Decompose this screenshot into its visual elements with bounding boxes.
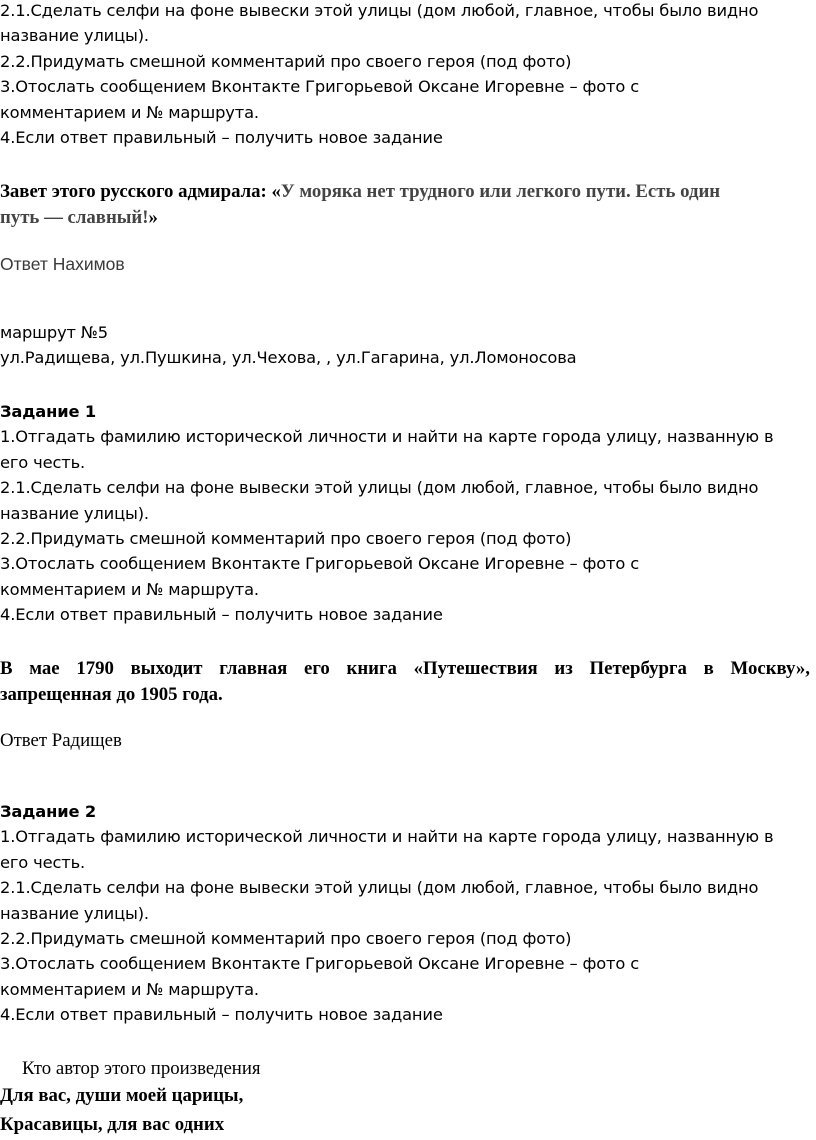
- route-streets: ул.Радищева, ул.Пушкина, ул.Чехова, , ул.Гагарина, ул.Ломоносова: [0, 348, 577, 368]
- clue-word: Петербурга: [589, 658, 687, 679]
- instruction-line: 4.Если ответ правильный – получить новое задание: [0, 128, 443, 148]
- instruction-line: 2.2.Придумать смешной комментарий про своего героя (под фото): [0, 929, 572, 949]
- task1-block: [0, 399, 773, 628]
- answer-radishchev: Ответ Радищев: [0, 730, 122, 751]
- instruction-line: комментарием и № маршрута.: [0, 979, 259, 999]
- instruction-line: комментарием и № маршрута.: [0, 102, 259, 122]
- instruction-line: его честь.: [0, 452, 86, 472]
- task1-heading: Задание 1: [0, 402, 97, 421]
- instruction-line: 3.Отослать сообщением Вконтакте Григорьевой Оксане Игоревне – фото с: [0, 954, 640, 974]
- instruction-line: название улицы).: [0, 903, 149, 923]
- clue-word: из: [554, 658, 573, 679]
- instruction-line: 1.Отгадать фамилию исторической личности и найти на карте города улицу, названную в: [0, 827, 774, 847]
- clue-quote: У моряка нет трудного или легкого пути. Есть один: [280, 181, 721, 202]
- answer-nakhimov: Ответ Нахимов: [0, 254, 125, 274]
- verse-block: [0, 1081, 243, 1139]
- clue-word: главная: [219, 658, 288, 679]
- clue-close: »: [148, 207, 158, 228]
- clue-quote: путь — славный!: [0, 207, 149, 228]
- instruction-line: 3.Отослать сообщением Вконтакте Григорьевой Оксане Игоревне – фото с: [0, 77, 640, 97]
- radishchev-clue: [0, 656, 810, 708]
- instruction-line: название улицы).: [0, 503, 149, 523]
- clue-word: выходит: [130, 658, 203, 679]
- clue-word: книга: [346, 658, 397, 679]
- clue-line: [0, 179, 720, 205]
- instruction-line: 2.2.Придумать смешной комментарий про своего героя (под фото): [0, 51, 572, 71]
- clue-lead: Завет этого русского адмирала: «: [0, 181, 281, 202]
- instruction-line: 2.1.Сделать селфи на фоне вывески этой улицы (дом любой, главное, чтобы было видно: [0, 478, 759, 498]
- admiral-clue: [0, 179, 720, 231]
- clue-line: запрещенная до 1905 года.: [0, 684, 223, 705]
- clue-line-justified: [0, 656, 810, 682]
- clue-word: «Путешествия: [413, 658, 538, 679]
- task2-block: [0, 799, 773, 1028]
- instruction-line: 2.2.Придумать смешной комментарий про своего героя (под фото): [0, 529, 572, 549]
- instruction-line: название улицы).: [0, 26, 149, 46]
- instruction-line: 4.Если ответ правильный – получить новое задание: [0, 1005, 443, 1025]
- verse-line: Красавицы, для вас одних: [0, 1114, 225, 1135]
- instruction-line: 2.1.Сделать селфи на фоне вывески этой улицы (дом любой, главное, чтобы было видно: [0, 878, 759, 898]
- instruction-line: его честь.: [0, 852, 86, 872]
- instruction-line: 3.Отослать сообщением Вконтакте Григорьевой Оксане Игоревне – фото с: [0, 554, 640, 574]
- instruction-line: 1.Отгадать фамилию исторической личности и найти на карте города улицу, названную в: [0, 427, 774, 447]
- task2-heading: Задание 2: [0, 802, 97, 821]
- instruction-line: комментарием и № маршрута.: [0, 579, 259, 599]
- clue-word: В: [0, 658, 13, 679]
- route-block: [0, 320, 576, 371]
- clue-word: его: [304, 658, 330, 679]
- clue-word: Москву»,: [730, 658, 810, 679]
- author-question: Кто автор этого произведения: [22, 1058, 261, 1079]
- instruction-line: 4.Если ответ правильный – получить новое задание: [0, 605, 443, 625]
- instruction-line: 2.1.Сделать селфи на фоне вывески этой улицы (дом любой, главное, чтобы было видно: [0, 1, 759, 20]
- clue-word: в: [703, 658, 714, 679]
- route-title: маршрут №5: [0, 323, 108, 342]
- verse-line: Для вас, души моей царицы,: [0, 1085, 244, 1106]
- clue-word: 1790: [76, 658, 114, 679]
- clue-line: [0, 205, 720, 231]
- instructions-block-top: [0, 0, 758, 150]
- clue-word: мае: [29, 658, 60, 679]
